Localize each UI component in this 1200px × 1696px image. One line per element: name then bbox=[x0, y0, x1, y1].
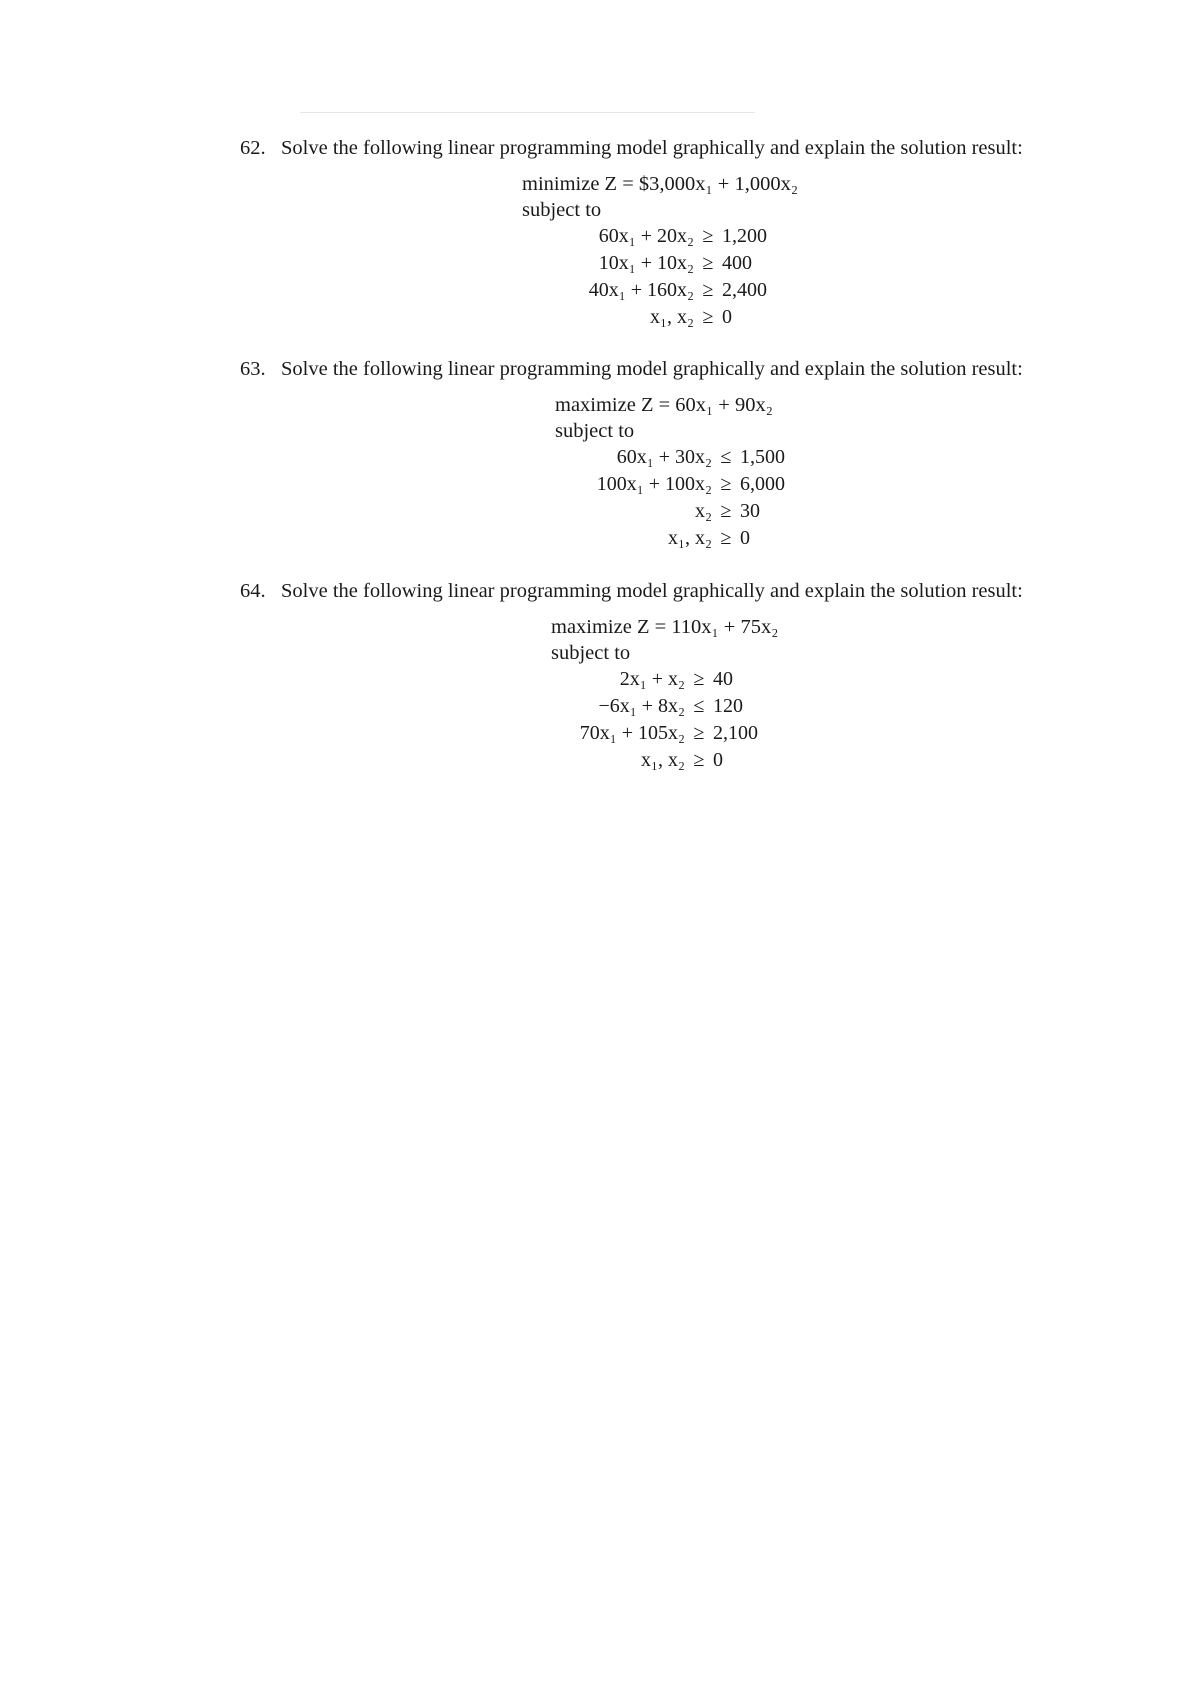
header-rule bbox=[300, 112, 755, 113]
problem-number: 64. bbox=[240, 580, 266, 602]
constraint-relation: ≥ bbox=[702, 252, 714, 274]
constraint bbox=[580, 722, 771, 745]
constraint-lhs: x₁, x₂ bbox=[668, 527, 712, 549]
problem-heading bbox=[240, 356, 1080, 382]
constraint bbox=[620, 668, 771, 691]
constraint-list bbox=[551, 668, 771, 778]
subject-to-label: subject to bbox=[522, 199, 602, 221]
constraint-rhs: 2,400 bbox=[722, 279, 767, 301]
problem-62 bbox=[240, 135, 1080, 328]
objective-function: maximize Z = 110x₁ + 75x₂ bbox=[551, 616, 779, 638]
constraint-lhs: x₁, x₂ bbox=[641, 749, 685, 771]
constraint-rhs: 0 bbox=[713, 749, 723, 771]
constraint-relation: ≥ bbox=[720, 473, 732, 495]
constraint-lhs: x₁, x₂ bbox=[650, 306, 694, 328]
constraint-rhs: 1,500 bbox=[740, 446, 785, 468]
constraint-lhs: 2x₁ + x₂ bbox=[619, 668, 685, 690]
constraint bbox=[599, 225, 792, 248]
constraint-rhs: 30 bbox=[740, 500, 760, 522]
problem-number: 63. bbox=[240, 358, 266, 380]
constraint-lhs: 60x₁ + 30x₂ bbox=[616, 446, 712, 468]
problem-instruction: Solve the following linear programming model graphically and explain the solution result: bbox=[281, 580, 1023, 602]
constraint-lhs: 60x₁ + 20x₂ bbox=[598, 225, 694, 247]
constraint-relation: ≥ bbox=[720, 527, 732, 549]
constraint-lhs: 10x₁ + 10x₂ bbox=[598, 252, 694, 274]
constraint-relation: ≥ bbox=[693, 749, 705, 771]
constraint-relation: ≥ bbox=[693, 668, 705, 690]
problem-heading bbox=[240, 135, 1080, 161]
constraint-rhs: 40 bbox=[713, 668, 733, 690]
constraint-lhs: 100x₁ + 100x₂ bbox=[596, 473, 712, 495]
constraint-rhs: 2,100 bbox=[713, 722, 758, 744]
constraint-lhs: −6x₁ + 8x₂ bbox=[598, 695, 685, 717]
problem-instruction: Solve the following linear programming model graphically and explain the solution result: bbox=[281, 137, 1023, 159]
subject-to-label: subject to bbox=[551, 642, 631, 664]
constraint bbox=[695, 500, 798, 523]
subject-to-label: subject to bbox=[555, 420, 635, 442]
problem-63 bbox=[240, 356, 1080, 549]
constraint-list bbox=[522, 225, 792, 335]
constraint-relation: ≥ bbox=[693, 722, 705, 744]
constraint bbox=[668, 527, 798, 550]
constraint-relation: ≤ bbox=[720, 446, 732, 468]
constraint-rhs: 6,000 bbox=[740, 473, 785, 495]
objective-function: minimize Z = $3,000x₁ + 1,000x₂ bbox=[522, 173, 798, 195]
constraint-rhs: 0 bbox=[722, 306, 732, 328]
constraint-rhs: 120 bbox=[713, 695, 743, 717]
constraint-rhs: 0 bbox=[740, 527, 750, 549]
constraint-lhs: x₂ bbox=[695, 500, 712, 522]
constraint-rhs: 400 bbox=[722, 252, 752, 274]
constraint bbox=[599, 252, 792, 275]
constraint-relation: ≥ bbox=[702, 225, 714, 247]
constraint-lhs: 70x₁ + 105x₂ bbox=[579, 722, 685, 744]
problem-instruction: Solve the following linear programming model graphically and explain the solution result: bbox=[281, 358, 1023, 380]
problem-number: 62. bbox=[240, 137, 266, 159]
constraint bbox=[641, 749, 771, 772]
objective-function: maximize Z = 60x₁ + 90x₂ bbox=[555, 394, 773, 416]
constraint bbox=[598, 695, 771, 718]
constraint-relation: ≥ bbox=[720, 500, 732, 522]
constraint-list bbox=[555, 446, 798, 556]
constraint-lhs: 40x₁ + 160x₂ bbox=[588, 279, 694, 301]
constraint bbox=[617, 446, 798, 469]
constraint-relation: ≥ bbox=[702, 306, 714, 328]
problem-heading bbox=[240, 578, 1080, 604]
problem-64 bbox=[240, 578, 1080, 771]
constraint-relation: ≥ bbox=[702, 279, 714, 301]
constraint-relation: ≤ bbox=[693, 695, 705, 717]
constraint bbox=[589, 279, 792, 302]
constraint-rhs: 1,200 bbox=[722, 225, 767, 247]
constraint bbox=[597, 473, 798, 496]
constraint bbox=[650, 306, 792, 329]
